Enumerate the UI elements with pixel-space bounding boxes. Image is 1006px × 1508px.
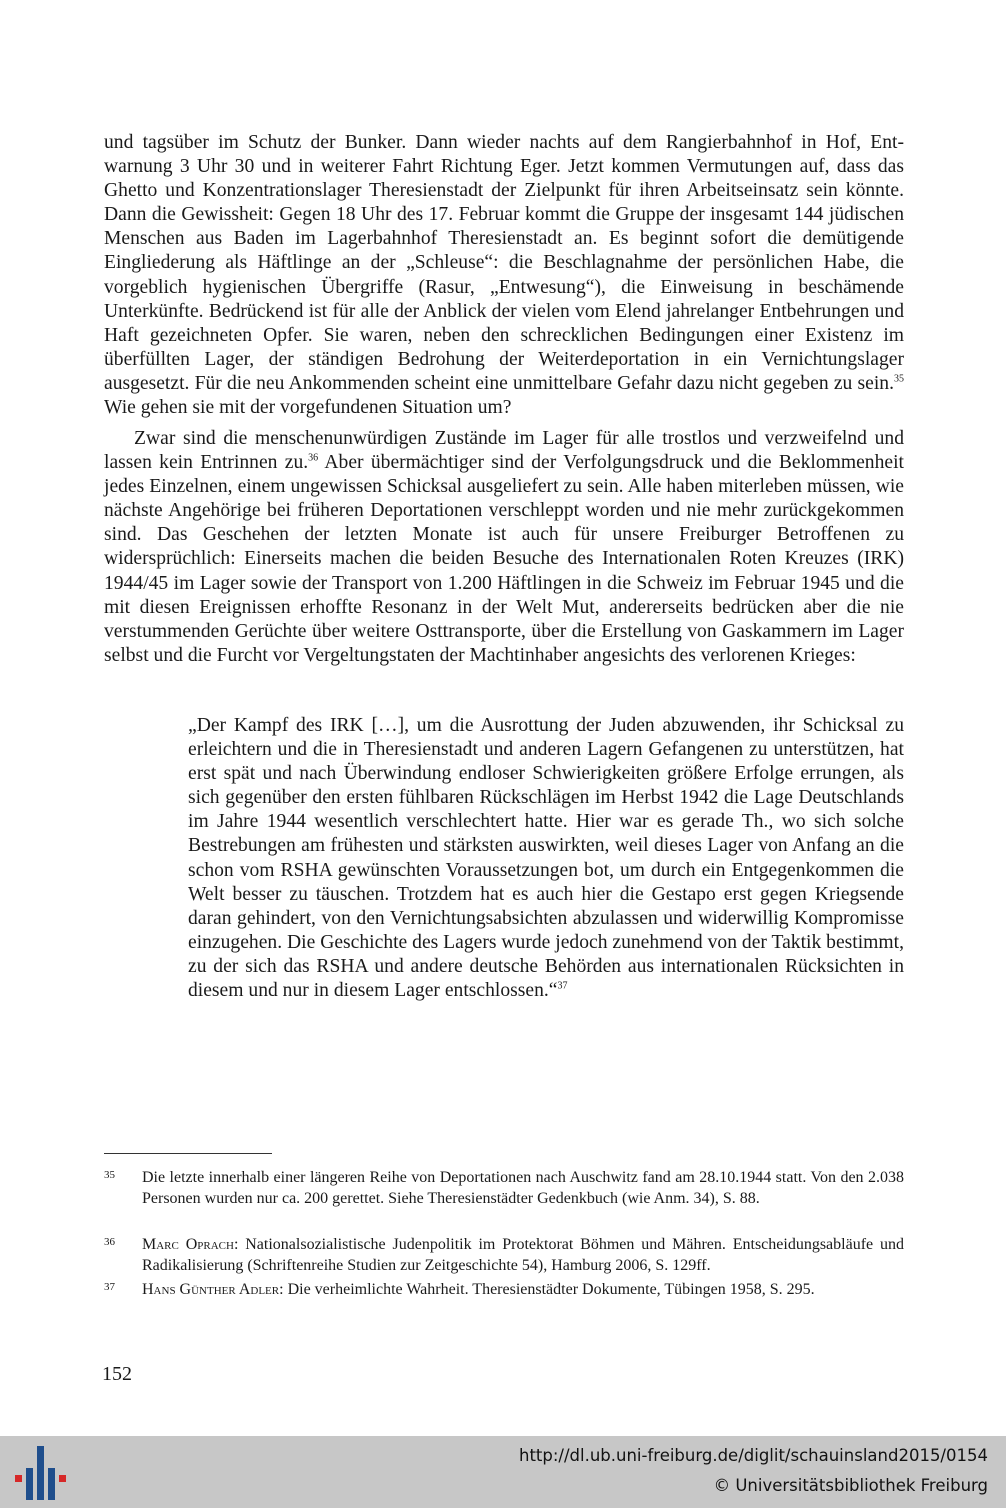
body-paragraph-2 <box>104 427 904 668</box>
footnote-text <box>142 1280 904 1301</box>
footnote-number: 36 <box>104 1236 115 1248</box>
body-paragraph-1 <box>104 131 904 420</box>
footnote-35 <box>104 1168 904 1209</box>
footnote-author: Hans Günther Adler <box>142 1281 280 1298</box>
footnote-ref-35[interactable]: 35 <box>894 373 904 385</box>
footnote-text <box>142 1235 904 1276</box>
logo-bar-left-tall <box>26 1468 33 1500</box>
block-quote-text: „Der Kampf des IRK […], um die Ausrottung der Juden abzuwenden, ihr Schicksal zu erleichtern und die in Theresienstadt und anderen Lagern Gefangenen zu unterstützen, hat erst spät und nach Überwindung endloser Schwierigkeiten größere Erfolge errungen, als sich gegenüber den ersten fühlbaren Rückschlägen im Herbst 1942 die Lage Deutschlands im Jahre 1944 wesentlich verschlechtert hatte. Hier war es gerade Th., wo sich solche Bestrebungen am frühesten und stärksten auswirkten, weil dieses Lager von Anfang an die schon vom RSHA gewünschten Voraussetzungen bot, um durch ein Entgegenkommen die Welt besser zu täuschen. Trotzdem hat es auch hier die Gestapo erst gegen Kriegsende daran gehindert, von den Vernichtungsabsichten abzulassen und widerwillig Kompromisse einzugehen. Die Geschichte des Lagers wurde jedoch zunehmend von der Taktik bestimmt, zu der sich das RSHA und andere deutsche Behörden aus internationalen Rücksichten in diesem und nur in diesem Lager entschlossen.“ <box>188 715 904 1002</box>
logo-bar-right-tall <box>48 1468 55 1500</box>
copyright-notice: © Universitätsbibliothek Freiburg <box>713 1476 988 1495</box>
body-paragraph-2-text-a: Zwar sind die menschenunwürdigen Zustände im Lager für alle trostlos und verzweifelnd und lassen kein Entrinnen zu. <box>104 428 904 474</box>
footnote-author: Marc Oprach <box>142 1236 234 1253</box>
body-paragraph-1-tail: Wie gehen sie mit der vorgefundenen Situation um? <box>104 397 512 419</box>
footnote-divider <box>104 1153 272 1154</box>
ub-freiburg-logo-icon[interactable] <box>10 1442 70 1504</box>
logo-bar-left-small <box>15 1475 22 1482</box>
logo-bar-center <box>37 1446 44 1500</box>
footnote-number: 35 <box>104 1169 115 1181</box>
footnote-36 <box>104 1235 904 1276</box>
footnote-body: : Nationalsozialistische Judenpolitik im Protektorat Böhmen und Mähren. Entscheidungsabläufe und Radikalisierung (Schriftenreihe Studien zur Zeitgeschichte 54), Hamburg 2006, S. 129ff. <box>142 1236 904 1274</box>
page-number: 152 <box>102 1363 132 1385</box>
body-paragraph-2-text-b: Aber übermächtiger sind der Verfolgungsdruck und die Beklommenheit jedes Einzelnen, einem ungewissen Schicksal ausgeliefert zu sein. Alle haben miterleben müssen, wie nächste Angehörige bei früheren Deportationen verschleppt worden und nie mehr zurückgekommen sind. Das Geschehen der letzten Monate ist auch für unsere Freiburger Betroffenen zu widersprüchlich: Einerseits machen die beiden Besuche des Internationalen Roten Kreuzes (IRK) 1944/45 im Lager sowie der Transport von 1.200 Häftlingen in die Schweiz im Februar 1945 und die mit diesen Ereignissen erhoffte Resonanz in der Welt Mut, andererseits bedrücken aber die nie verstummenden Gerüchte über weitere Osttransporte, über die Erstellung von Gaskammern im Lager selbst und die Furcht vor Vergeltungstaten der Machtinhaber angesichts des verlorenen Krieges: <box>104 452 904 666</box>
logo-bar-right-small <box>59 1475 66 1482</box>
footnote-text <box>142 1168 904 1209</box>
body-paragraph-1-text: und tagsüber im Schutz der Bunker. Dann wieder nachts auf dem Rangierbahnhof in Hof, Entwarnung 3 Uhr 30 und in weiterer Fahrt Richtung Eger. Jetzt kommen Vermutungen auf, dass das Ghetto und Konzentrationslager Theresienstadt der Zielpunkt für ihren Arbeitseinsatz sein könnte. Dann die Gewissheit: Gegen 18 Uhr des 17. Februar kommt die Gruppe der insgesamt 144 jüdischen Menschen aus Baden im Lagerbahnhof Theresienstadt an. Es beginnt sofort die demütigende Eingliederung als Häftlinge an der „Schleuse“: die Beschlagnahme der persönlichen Habe, die vorgeblich hygienischen Übergriffe (Rasur, „Entwesung“), die Einweisung in beschämende Unterkünfte. Bedrückend ist für alle der Anblick der vielen vom Elend jahrelanger Entbehrungen und Haft gezeichneten Opfer. Sie waren, neben den schrecklichen Bedingungen einer Existenz im überfüllten Lager, der ständigen Bedrohung der Weiterdeportation in ein Vernichtungslager ausgesetzt. Für die neu Ankommenden scheint eine unmittelbare Gefahr dazu nicht gegeben zu sein. <box>104 132 904 394</box>
footnote-number: 37 <box>104 1281 115 1293</box>
footnote-37 <box>104 1280 904 1301</box>
footnote-ref-36[interactable]: 36 <box>308 452 319 464</box>
footnote-ref-37[interactable]: 37 <box>557 980 568 992</box>
footnote-body: Die letzte innerhalb einer längeren Reihe von Deportationen nach Auschwitz fand am 28.10.1944 statt. Von den 2.038 Personen wurden nur ca. 200 gerettet. Siehe Theresienstädter Gedenkbuch (wie Anm. 34), S. 88. <box>142 1169 904 1207</box>
library-footer <box>0 1436 1006 1508</box>
block-quote <box>188 714 904 1003</box>
footnote-body: : Die verheimlichte Wahrheit. Theresienstädter Dokumente, Tübingen 1958, S. 295. <box>279 1281 815 1298</box>
permalink-url[interactable]: http://dl.ub.uni-freiburg.de/diglit/schauinsland2015/0154 <box>518 1446 988 1465</box>
